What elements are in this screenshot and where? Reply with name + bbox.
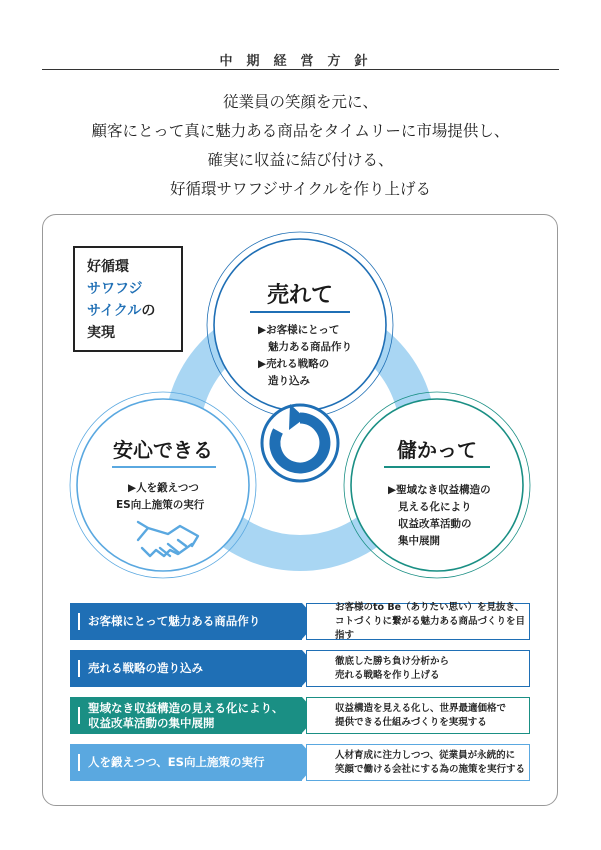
policy-label-text: 売れる戦略の造り込み: [88, 661, 203, 675]
cycle-label-blue: サイクル: [87, 303, 142, 319]
policy-desc-line: 笑顔で働ける会社にする為の施策を実行する: [335, 763, 526, 775]
left-circle-title: 安心できる: [113, 438, 213, 462]
top-circle-list: [258, 322, 378, 390]
top-circle-item: 造り込み: [268, 375, 310, 387]
top-circle-item: ▶売れる戦略の: [258, 358, 330, 370]
policy-label: [70, 744, 302, 781]
top-circle-title: 売れて: [266, 283, 333, 308]
right-circle-list: [388, 482, 508, 550]
left-circle-item: ▶人を鍛えつつ: [128, 482, 199, 494]
right-circle-item: 集中展開: [398, 535, 440, 547]
right-circle-title: 儲かって: [397, 438, 477, 462]
policy-row: [70, 744, 530, 781]
policy-desc-line: 人材育成に注力しつつ、従業員が永続的に: [335, 749, 516, 761]
intro-line: 顧客にとって真に魅力ある商品をタイムリーに市場提供し、: [91, 122, 510, 140]
policy-desc: [306, 697, 530, 734]
policy-row: [70, 697, 530, 734]
intro-line: 好循環サワフジサイクルを作り上げる: [169, 180, 432, 198]
policy-desc-line: 売れる戦略を作り上げる: [335, 669, 440, 681]
policy-label-text: 収益改革活動の集中展開: [88, 715, 215, 730]
cycle-label-line: サワフジ: [87, 281, 143, 297]
policy-desc: [306, 744, 530, 781]
policy-desc-line: お客様のto Be（ありたい思い）を見抜き、: [335, 601, 525, 613]
policy-label-text: 人を鍛えつつ、ES向上施策の実行: [88, 755, 265, 769]
policy-row: [70, 650, 530, 687]
page-title: 中期経営方針: [219, 54, 382, 69]
left-circle-item: ES向上施策の実行: [116, 499, 205, 511]
policy-desc-line: 提供できる仕組みづくりを実現する: [335, 716, 487, 728]
policy-desc: [306, 603, 530, 640]
right-circle-item: 収益改革活動の: [398, 518, 472, 530]
intro-line: 従業員の笑顔を元に、: [222, 93, 378, 111]
top-circle-item: ▶お客様にとって: [258, 324, 340, 336]
policy-label: [70, 650, 302, 687]
policy-desc: [306, 650, 530, 687]
policy-desc-line: コトづくりに繋がる魅力ある商品づくりを目指す: [335, 615, 526, 641]
cycle-arrow-icon: [262, 404, 338, 481]
policy-desc-line: 収益構造を見える化し、世界最適価格で: [335, 702, 507, 714]
policy-label-text: 聖域なき収益構造の見える化により、: [88, 700, 284, 715]
left-circle-list: [116, 480, 236, 514]
right-circle-item: ▶聖域なき収益構造の: [388, 484, 491, 496]
intro-line: 確実に収益に結び付ける、: [207, 151, 394, 169]
cycle-label-line: 実現: [87, 325, 115, 341]
policy-label-text: お客様にとって魅力ある商品作り: [88, 614, 261, 628]
cycle-label-suffix: の: [141, 303, 156, 319]
right-circle-item: 見える化により: [398, 501, 472, 513]
policy-label: [70, 697, 302, 734]
policy-row: [70, 603, 530, 640]
policy-label: [70, 603, 302, 640]
cycle-label-line: [87, 300, 181, 322]
policy-desc-line: 徹底した勝ち負け分析から: [335, 655, 450, 667]
cycle-label-line: 好循環: [87, 259, 129, 275]
top-circle-item: 魅力ある商品作り: [268, 341, 352, 353]
cycle-label-box: [73, 246, 183, 352]
